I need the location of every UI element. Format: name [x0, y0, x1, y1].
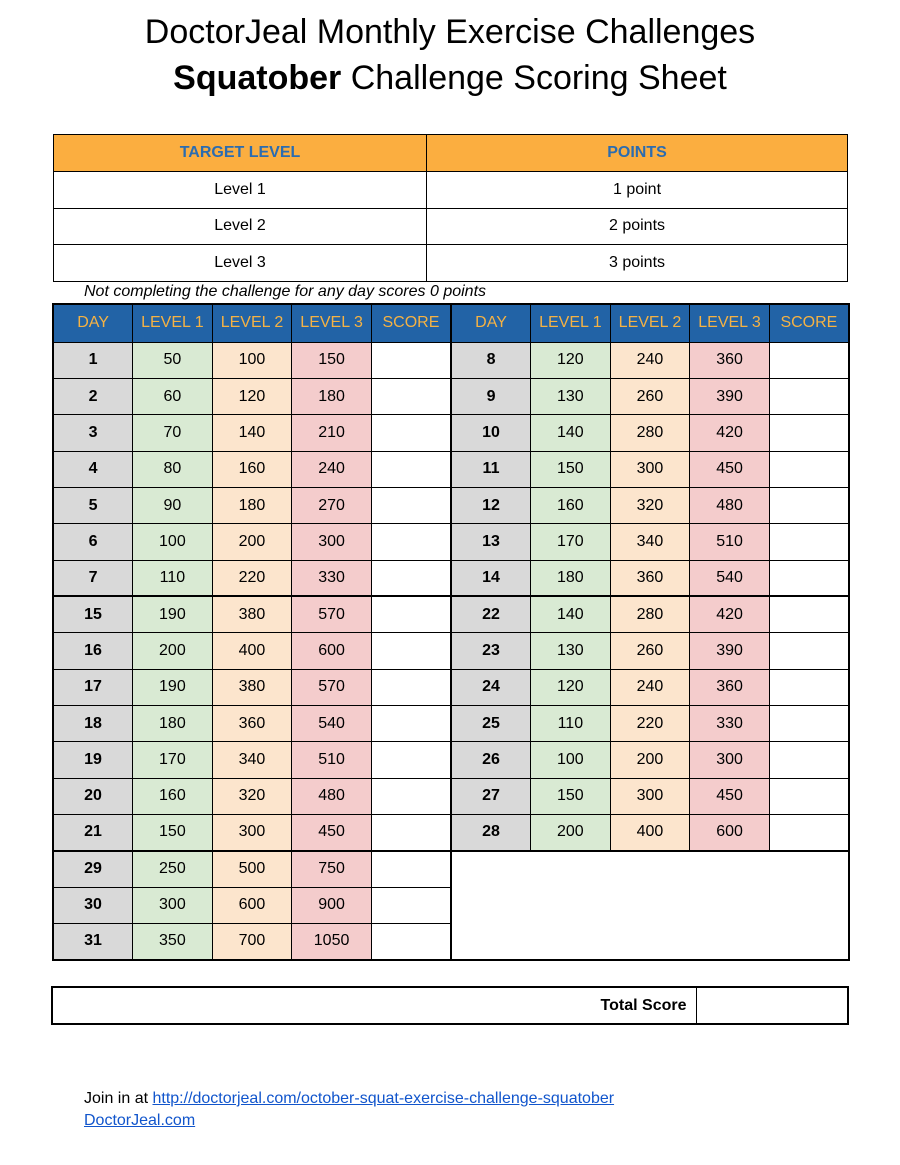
level3-cell: 420: [690, 415, 770, 451]
level2-cell: 220: [212, 560, 292, 596]
challenge-link[interactable]: http://doctorjeal.com/october-squat-exercise-challenge-squatober: [152, 1090, 615, 1107]
total-score-row: [52, 987, 848, 1024]
level1-cell: 60: [133, 378, 213, 414]
table-row: [53, 560, 849, 596]
score-cell[interactable]: [371, 415, 451, 451]
scoring-note: Not completing the challenge for any day scores 0 points: [84, 283, 487, 300]
score-cell[interactable]: [371, 924, 451, 960]
site-link[interactable]: DoctorJeal.com: [84, 1112, 196, 1129]
level2-cell: 180: [212, 487, 292, 523]
level1-cell: 100: [531, 742, 611, 778]
score-cell[interactable]: [371, 742, 451, 778]
day-cell: 29: [53, 851, 133, 887]
score-cell[interactable]: [769, 560, 849, 596]
points-header: POINTS: [427, 135, 848, 172]
total-score-label: Total Score: [52, 987, 696, 1024]
join-prefix: Join in at: [84, 1090, 153, 1107]
level1-cell: 110: [531, 705, 611, 741]
level1-cell: 70: [133, 415, 213, 451]
level2-cell: 360: [212, 705, 292, 741]
level2-cell: 380: [212, 596, 292, 632]
level3-cell: 510: [292, 742, 372, 778]
level1-cell: 190: [133, 596, 213, 632]
table-row: [53, 814, 849, 850]
site-line: [84, 1111, 195, 1131]
day-cell: 12: [451, 487, 531, 523]
level2-cell: 700: [212, 924, 292, 960]
points-cell: 3 points: [427, 245, 848, 282]
total-score-table: [51, 986, 849, 1025]
day-header-row: [53, 304, 849, 342]
target-level-cell: Level 1: [54, 172, 427, 209]
table-row: [53, 778, 849, 814]
day-cell: 1: [53, 342, 133, 378]
day-cell: 19: [53, 742, 133, 778]
level2-cell: 500: [212, 851, 292, 887]
level3-cell: 570: [292, 596, 372, 632]
target-level-cell: Level 2: [54, 208, 427, 245]
score-cell[interactable]: [769, 633, 849, 669]
challenge-name: Squatober: [173, 59, 342, 97]
total-score-cell[interactable]: [696, 987, 848, 1024]
day-cell: 3: [53, 415, 133, 451]
score-cell[interactable]: [769, 596, 849, 632]
level1-cell: 90: [133, 487, 213, 523]
level2-cell: 320: [610, 487, 690, 523]
score-cell[interactable]: [371, 560, 451, 596]
level2-cell: 300: [212, 814, 292, 850]
level3-cell: 420: [690, 596, 770, 632]
level2-cell: 400: [212, 633, 292, 669]
target-level-header: TARGET LEVEL: [54, 135, 427, 172]
column-header: DAY: [53, 304, 133, 342]
level2-cell: 140: [212, 415, 292, 451]
level2-cell: 380: [212, 669, 292, 705]
level1-cell: 80: [133, 451, 213, 487]
day-cell: 22: [451, 596, 531, 632]
page-title: DoctorJeal Monthly Exercise Challenges: [144, 13, 756, 51]
level2-cell: 360: [610, 560, 690, 596]
table-row: [53, 487, 849, 523]
level3-cell: 900: [292, 887, 372, 923]
subtitle-rest: Challenge Scoring Sheet: [341, 59, 727, 97]
level3-cell: 450: [292, 814, 372, 850]
table-row: [53, 742, 849, 778]
day-cell: 15: [53, 596, 133, 632]
points-cell: 1 point: [427, 172, 848, 209]
level1-cell: 150: [531, 778, 611, 814]
day-cell: 28: [451, 814, 531, 850]
score-cell[interactable]: [371, 778, 451, 814]
level2-cell: 280: [610, 415, 690, 451]
level2-cell: 340: [610, 524, 690, 560]
level1-cell: 130: [531, 378, 611, 414]
level2-cell: 260: [610, 378, 690, 414]
level3-cell: 270: [292, 487, 372, 523]
day-cell: 10: [451, 415, 531, 451]
day-cell: 26: [451, 742, 531, 778]
level1-cell: 160: [133, 778, 213, 814]
column-header: SCORE: [371, 304, 451, 342]
level3-cell: 330: [690, 705, 770, 741]
level1-cell: 120: [531, 669, 611, 705]
score-cell[interactable]: [769, 742, 849, 778]
score-cell[interactable]: [371, 524, 451, 560]
level1-cell: 200: [531, 814, 611, 850]
target-row: [54, 172, 848, 209]
day-cell: 23: [451, 633, 531, 669]
level2-cell: 320: [212, 778, 292, 814]
score-cell[interactable]: [371, 851, 451, 887]
target-row: [54, 208, 848, 245]
level1-cell: 140: [531, 415, 611, 451]
level1-cell: 180: [531, 560, 611, 596]
points-cell: 2 points: [427, 208, 848, 245]
level2-cell: 300: [610, 778, 690, 814]
target-row: [54, 245, 848, 282]
level1-cell: 160: [531, 487, 611, 523]
level1-cell: 190: [133, 669, 213, 705]
day-cell: 11: [451, 451, 531, 487]
level3-cell: 390: [690, 378, 770, 414]
day-cell: 16: [53, 633, 133, 669]
level1-cell: 110: [133, 560, 213, 596]
daily-scoring-table: [52, 303, 850, 961]
score-cell[interactable]: [371, 378, 451, 414]
level2-cell: 260: [610, 633, 690, 669]
level2-cell: 100: [212, 342, 292, 378]
column-header: LEVEL 2: [212, 304, 292, 342]
level1-cell: 150: [531, 451, 611, 487]
level1-cell: 200: [133, 633, 213, 669]
score-cell[interactable]: [769, 705, 849, 741]
level2-cell: 200: [610, 742, 690, 778]
level1-cell: 130: [531, 633, 611, 669]
level2-cell: 120: [212, 378, 292, 414]
level3-cell: 600: [292, 633, 372, 669]
score-cell[interactable]: [769, 524, 849, 560]
table-row: [53, 342, 849, 378]
level2-cell: 160: [212, 451, 292, 487]
level3-cell: 360: [690, 669, 770, 705]
score-cell[interactable]: [371, 451, 451, 487]
day-cell: 13: [451, 524, 531, 560]
level2-cell: 300: [610, 451, 690, 487]
table-row: [53, 851, 849, 887]
level3-cell: 390: [690, 633, 770, 669]
level1-cell: 140: [531, 596, 611, 632]
level2-cell: 220: [610, 705, 690, 741]
level3-cell: 450: [690, 451, 770, 487]
score-cell[interactable]: [371, 596, 451, 632]
level2-cell: 400: [610, 814, 690, 850]
level1-cell: 300: [133, 887, 213, 923]
day-cell: 24: [451, 669, 531, 705]
level2-cell: 240: [610, 342, 690, 378]
level3-cell: 570: [292, 669, 372, 705]
level3-cell: 240: [292, 451, 372, 487]
column-header: LEVEL 1: [133, 304, 213, 342]
score-cell[interactable]: [769, 342, 849, 378]
score-cell[interactable]: [769, 487, 849, 523]
table-row: [53, 415, 849, 451]
score-cell[interactable]: [371, 814, 451, 850]
column-header: LEVEL 2: [610, 304, 690, 342]
table-row: [53, 633, 849, 669]
level2-cell: 600: [212, 887, 292, 923]
column-header: DAY: [451, 304, 531, 342]
day-cell: 5: [53, 487, 133, 523]
level1-cell: 120: [531, 342, 611, 378]
level3-cell: 1050: [292, 924, 372, 960]
table-row: [53, 451, 849, 487]
level3-cell: 300: [292, 524, 372, 560]
day-cell: 18: [53, 705, 133, 741]
level2-cell: 280: [610, 596, 690, 632]
score-cell[interactable]: [371, 342, 451, 378]
blank-area: [451, 851, 849, 960]
level1-cell: 170: [531, 524, 611, 560]
score-cell[interactable]: [371, 887, 451, 923]
score-cell[interactable]: [769, 814, 849, 850]
level2-cell: 340: [212, 742, 292, 778]
level1-cell: 180: [133, 705, 213, 741]
column-header: LEVEL 3: [690, 304, 770, 342]
join-line: [84, 1089, 614, 1109]
table-row: [53, 596, 849, 632]
score-cell[interactable]: [769, 669, 849, 705]
table-row: [53, 378, 849, 414]
column-header: SCORE: [769, 304, 849, 342]
day-cell: 17: [53, 669, 133, 705]
day-cell: 6: [53, 524, 133, 560]
level3-cell: 600: [690, 814, 770, 850]
table-row: [53, 669, 849, 705]
score-cell[interactable]: [371, 487, 451, 523]
target-level-table: [53, 134, 848, 282]
column-header: LEVEL 3: [292, 304, 372, 342]
page-subtitle: [0, 58, 900, 98]
level1-cell: 250: [133, 851, 213, 887]
level3-cell: 450: [690, 778, 770, 814]
target-level-cell: Level 3: [54, 245, 427, 282]
score-cell[interactable]: [371, 633, 451, 669]
level1-cell: 150: [133, 814, 213, 850]
column-header: LEVEL 1: [531, 304, 611, 342]
score-cell[interactable]: [371, 669, 451, 705]
day-cell: 9: [451, 378, 531, 414]
level1-cell: 100: [133, 524, 213, 560]
day-cell: 25: [451, 705, 531, 741]
level3-cell: 510: [690, 524, 770, 560]
day-cell: 8: [451, 342, 531, 378]
day-cell: 21: [53, 814, 133, 850]
day-cell: 20: [53, 778, 133, 814]
level3-cell: 150: [292, 342, 372, 378]
score-cell[interactable]: [769, 415, 849, 451]
day-cell: 4: [53, 451, 133, 487]
level2-cell: 240: [610, 669, 690, 705]
score-cell[interactable]: [769, 778, 849, 814]
score-cell[interactable]: [769, 451, 849, 487]
score-cell[interactable]: [769, 378, 849, 414]
level3-cell: 360: [690, 342, 770, 378]
day-cell: 7: [53, 560, 133, 596]
level3-cell: 210: [292, 415, 372, 451]
level3-cell: 540: [690, 560, 770, 596]
level3-cell: 330: [292, 560, 372, 596]
level3-cell: 300: [690, 742, 770, 778]
level1-cell: 350: [133, 924, 213, 960]
day-cell: 14: [451, 560, 531, 596]
level3-cell: 180: [292, 378, 372, 414]
day-cell: 2: [53, 378, 133, 414]
day-cell: 30: [53, 887, 133, 923]
level1-cell: 170: [133, 742, 213, 778]
level3-cell: 480: [690, 487, 770, 523]
target-header-row: [54, 135, 848, 172]
table-row: [53, 524, 849, 560]
level2-cell: 200: [212, 524, 292, 560]
level3-cell: 480: [292, 778, 372, 814]
table-row: [53, 705, 849, 741]
day-cell: 27: [451, 778, 531, 814]
level3-cell: 750: [292, 851, 372, 887]
day-cell: 31: [53, 924, 133, 960]
level3-cell: 540: [292, 705, 372, 741]
score-cell[interactable]: [371, 705, 451, 741]
level1-cell: 50: [133, 342, 213, 378]
